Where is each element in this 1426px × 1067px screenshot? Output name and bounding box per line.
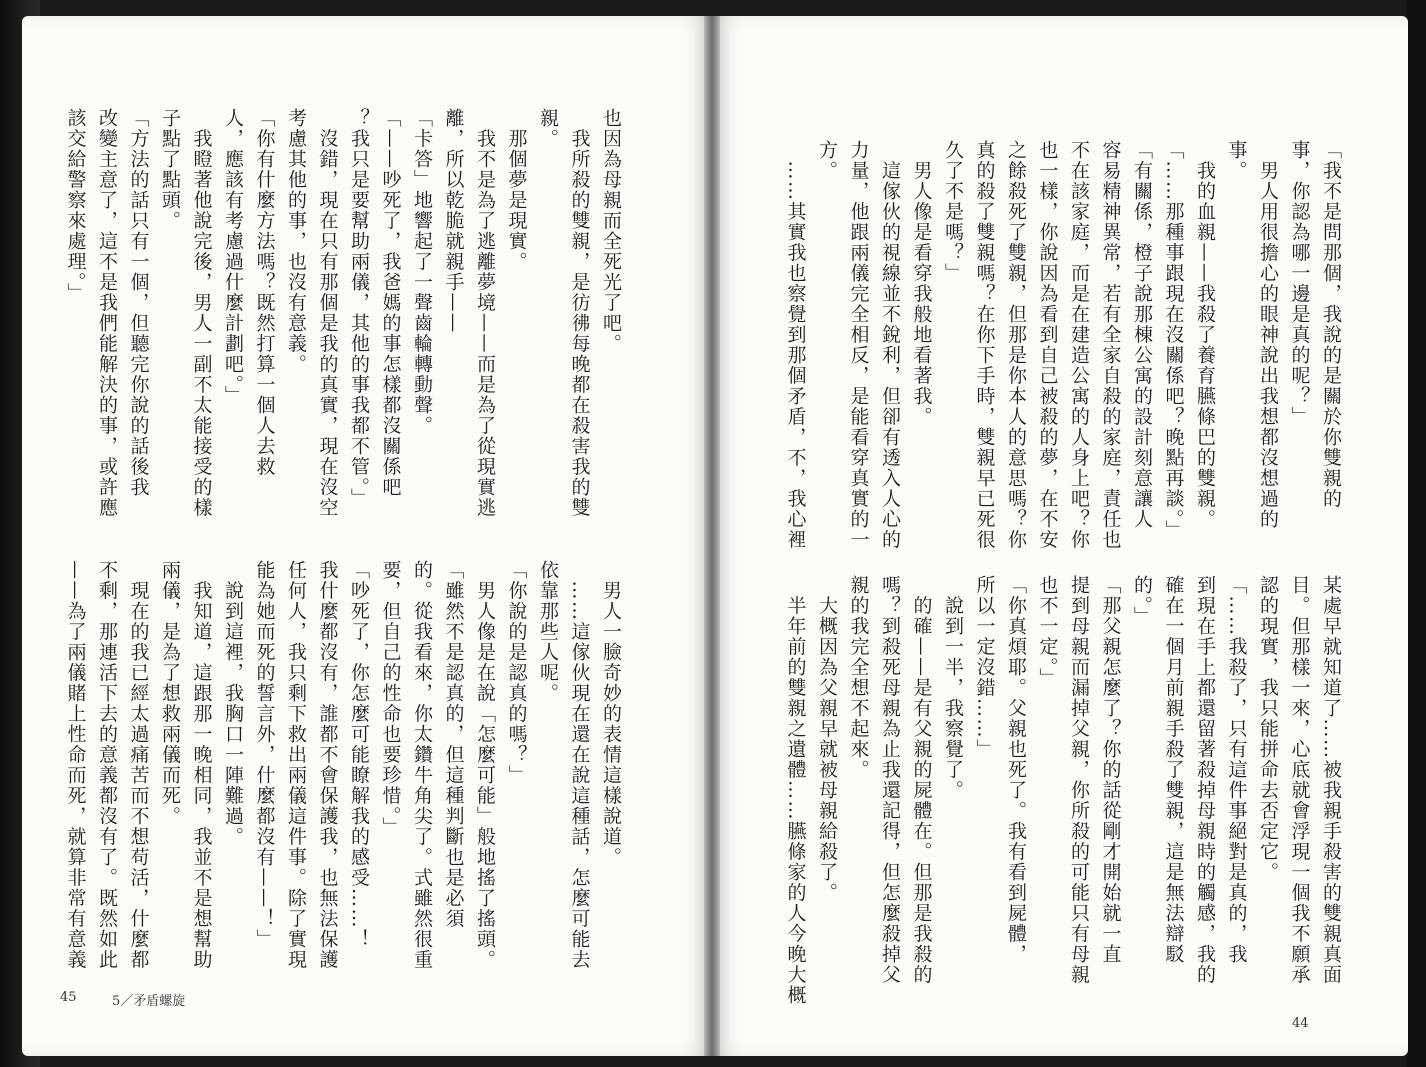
text-line: 任何人，我只剩下救出兩儀這件事。除了實現 (285, 560, 307, 970)
text-line: ……其實我也察覺到那個矛盾，不，我心裡 (784, 140, 807, 550)
text-line: 「雖然不是認真的，但這種判斷也是必須 (442, 560, 465, 929)
right-page-number: 44 (1292, 1016, 1309, 1031)
text-line: 某處早就知道了……被我親手殺害的雙親真面 (1320, 575, 1342, 985)
text-line: 這傢伙的視線並不銳利，但卻有透入人心的 (879, 140, 901, 550)
text-line: 說到一半，我察覺了。 (942, 575, 964, 801)
text-line: 容易精神異常，若有全家自殺的家庭，責任也 (1099, 140, 1122, 550)
text-line: 目。但那樣一來，心底就會浮現一個我不願承 (1288, 575, 1311, 985)
text-line: 之餘殺死了雙親，但那是你本人的意思嗎？你 (1005, 140, 1027, 550)
text-line: 真的殺了雙親嗎？在你下手時，雙親早已死很 (973, 140, 996, 550)
text-line: 提到母親而漏掉父親，你所殺的可能只有母親 (1068, 575, 1090, 985)
text-line: 改變主意了，這不是我們能解決的事，或許應 (96, 108, 118, 518)
text-line: 到現在手上都還留著殺掉母親時的觸感，我的 (1194, 575, 1216, 985)
text-line: 男人像是在說「怎麼可能」般地搖了搖頭。 (474, 560, 496, 970)
text-line: 也因為母親而全死光了吧。 (600, 108, 622, 354)
text-line: 「我不是問那個，我說的是關於你雙親的 (1320, 140, 1342, 509)
text-line: 該交給警察來處理。」 (64, 108, 87, 304)
text-line: 我什麼都沒有，誰都不會保護我，也無法保護 (316, 560, 339, 970)
text-line: 我瞪著他說完後，男人一副不太能接受的樣 (190, 108, 213, 518)
text-line: 子點了點頭。 (159, 108, 181, 231)
text-line: 男人像是看穿我般地看著我。 (910, 140, 933, 427)
text-line: 那個夢是現實。 (505, 108, 528, 272)
text-line: 認的現實，我只能拼命去否定它。 (1257, 575, 1279, 883)
text-line: ？我只是要幫助兩儀，其他的事我都不管。」 (348, 108, 370, 509)
running-head: 5／矛盾螺旋 (112, 994, 186, 1009)
text-line: 大概因為父親早就被母親給殺了。 (816, 575, 838, 903)
text-line: 我所殺的雙親，是彷彿每晚都在殺害我的雙 (568, 108, 591, 518)
text-line: 「你說的是認真的嗎？」 (505, 560, 528, 786)
text-line: 的確——是有父親的屍體在。但那是我殺的 (910, 575, 933, 985)
left-page-top-text (59, 108, 626, 528)
text-line: ……這傢伙現在還在說這種話，怎麼可能去 (568, 560, 591, 970)
text-line: 也不一定。」 (1036, 575, 1059, 689)
text-line: 「吵死了，你怎麼可能瞭解我的感受……！ (348, 560, 370, 950)
text-line: 考慮其他的事，也沒有意義。 (285, 108, 307, 375)
text-line: 現在的我已經太過痛苦而不想苟活，什麼都 (127, 560, 150, 970)
text-line: 男人一臉奇妙的表情這樣說道。 (600, 560, 622, 868)
text-line: 不在該家庭，而是在建造公寓的人身上吧？你 (1068, 140, 1090, 550)
text-line: 的。從我看來，你太鑽牛角尖了。式雖然很重 (411, 560, 433, 970)
text-line: ——為了兩儀賭上性命而死，就算非常有意義 (64, 560, 87, 970)
text-line: 我不是為了逃離夢境——而是為了從現實逃 (474, 108, 496, 518)
text-line: 事，你認為哪一邊是真的呢？」 (1288, 140, 1311, 427)
text-line: 力量，他跟兩儀完全相反，是能看穿真實的一 (847, 140, 870, 550)
text-line: 「方法的話只有一個，但聽完你說的話後我 (127, 108, 150, 498)
text-line: 事。 (1225, 140, 1248, 181)
text-line: 的。」 (1131, 575, 1153, 627)
text-line: 要，但自己的性命也要珍惜。」 (379, 560, 402, 838)
text-line: 親。 (537, 108, 559, 149)
text-line: 嗎？到殺死母親為止我還記得，但怎麼殺掉父 (879, 575, 901, 985)
text-line: 半年前的雙親之遺體……臙條家的人今晚大概 (784, 575, 807, 1006)
text-line: 男人用很擔心的眼神說出我想都沒想過的 (1257, 140, 1279, 530)
book-gutter (704, 16, 720, 1056)
text-line: 「……我殺了，只有這件事絕對是真的，我 (1225, 575, 1248, 965)
text-line: 「有關係，橙子說那棟公寓的設計刻意讓人 (1131, 140, 1153, 530)
page-stack-edge-right (1406, 0, 1426, 1067)
right-page-top-text (779, 140, 1346, 550)
text-line: 說到這裡，我胸口一陣難過。 (222, 560, 244, 847)
text-line: 也一樣，你說因為看到自己被殺的夢，在不安 (1036, 140, 1059, 550)
text-line: 「……那種事跟現在沒關係吧？晚點再談。」 (1162, 140, 1185, 541)
text-line: 方。 (816, 140, 838, 181)
text-line: 「卡答」地響起了一聲齒輪轉動聲。 (411, 108, 433, 436)
text-line: 所以一定沒錯……」 (973, 575, 996, 760)
text-line: 人，應該有考慮過什麼計劃吧。」 (222, 108, 244, 406)
text-line: 不剩，那連活下去的意義都沒有了。既然如此 (96, 560, 118, 970)
text-line: 我知道，這跟那一晚相同，我並不是想幫助 (190, 560, 213, 970)
text-line: 我的血親——我殺了養育臙條巴的雙親。 (1194, 140, 1216, 530)
text-line: 依靠那些人呢。 (537, 560, 559, 704)
text-line: 離，所以乾脆就親手—— (442, 108, 465, 334)
text-line: 沒錯，現在只有那個是我的真實，現在沒空 (316, 108, 339, 518)
text-line: 能為她而死的誓言外，什麼都沒有——！」 (253, 560, 276, 950)
text-line: 親的我完全想不起來。 (847, 575, 870, 780)
left-page-bottom-text (59, 560, 626, 980)
text-line: 「你真煩耶。父親也死了。我有看到屍體， (1005, 575, 1027, 965)
text-line: 兩儀，是為了想救兩儀而死。 (159, 560, 181, 827)
right-page-bottom-text (779, 575, 1346, 1006)
text-line: 久了不是嗎？」 (942, 140, 964, 284)
text-line: 「——吵死了，我爸媽的事怎樣都沒關係吧 (379, 108, 402, 498)
text-line: 「你有什麼方法嗎？既然打算一個人去救 (253, 108, 276, 477)
text-line: 確在一個月前親手殺了雙親，這是無法辯駁 (1162, 575, 1185, 965)
text-line: 「那父親怎麼了？你的話從剛才開始就一直 (1099, 575, 1122, 965)
left-page-number: 45 (60, 990, 77, 1005)
